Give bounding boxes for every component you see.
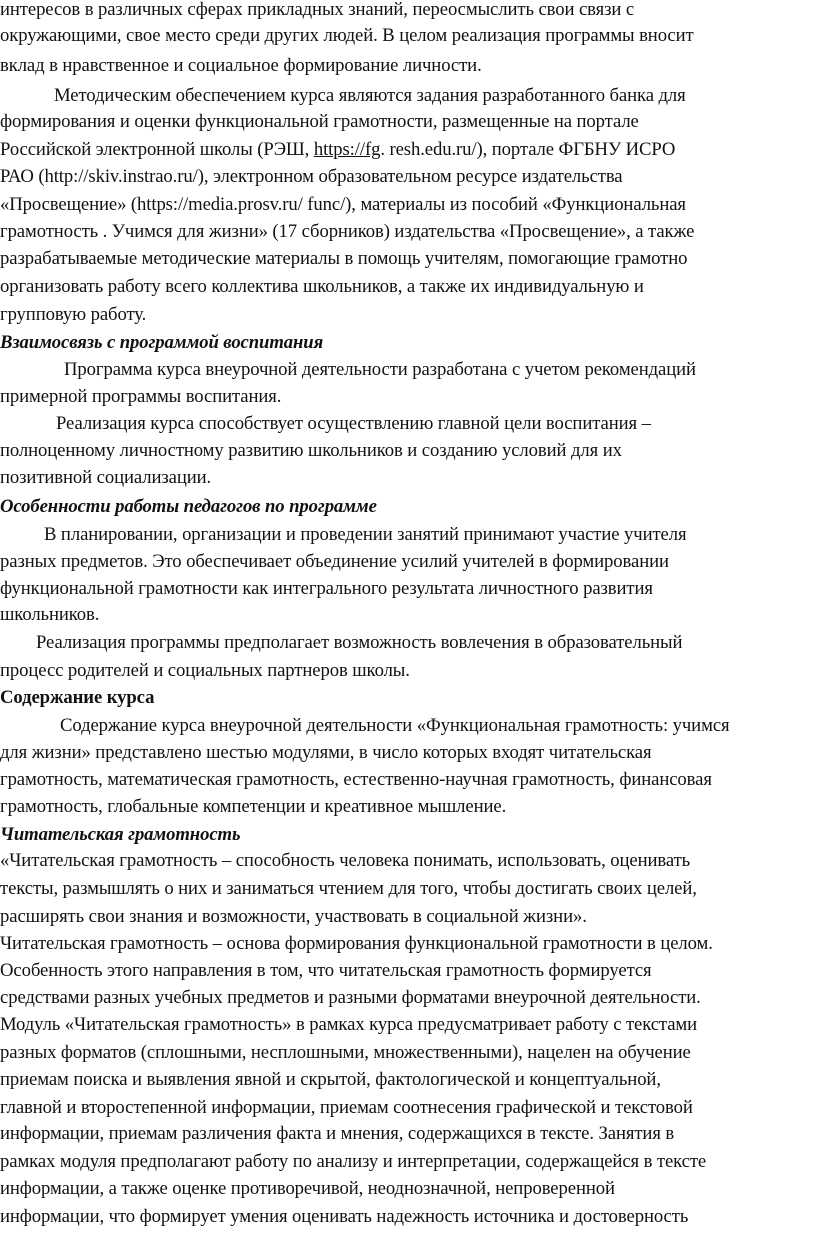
text-line: формирования и оценки функциональной грамотности, размещенные на портале bbox=[0, 111, 639, 132]
section-heading: Читательская грамотность bbox=[0, 824, 241, 845]
text-line: РАО (http://skiv.instrao.ru/), электронном образовательном ресурсе издательства bbox=[0, 166, 623, 187]
text-line: Модуль «Читательская грамотность» в рамках курса предусматривает работу с текстами bbox=[0, 1014, 698, 1035]
text-line: расширять свои знания и возможности, участвовать в социальной жизни». bbox=[0, 906, 587, 927]
text-line: разрабатываемые методические материалы в помощь учителям, помогающие грамотно bbox=[0, 248, 688, 269]
text-line: грамотность . Учимся для жизни» (17 сборников) издательства «Просвещение», а также bbox=[0, 221, 695, 242]
section-heading: Особенности работы педагогов по программе bbox=[0, 496, 377, 517]
text-line: «Читательская грамотность – способность человека понимать, использовать, оценивать bbox=[0, 850, 691, 871]
text-line: разных предметов. Это обеспечивает объединение усилий учителей в формировании bbox=[0, 551, 669, 572]
text-segment: Российской электронной школы (РЭШ, bbox=[0, 139, 314, 160]
text-line: позитивной социализации. bbox=[0, 467, 212, 488]
text-line: Реализация курса способствует осуществлению главной цели воспитания – bbox=[56, 413, 651, 434]
text-line: грамотность, глобальные компетенции и креативное мышление. bbox=[0, 796, 507, 817]
text-line: процесс родителей и социальных партнеров школы. bbox=[0, 660, 410, 681]
text-line: примерной программы воспитания. bbox=[0, 386, 282, 407]
text-line: рамках модуля предполагают работу по анализу и интерпретации, содержащейся в тексте bbox=[0, 1151, 707, 1172]
text-line: школьников. bbox=[0, 604, 100, 625]
text-line: информации, а также оценке противоречивой, неоднозначной, непроверенной bbox=[0, 1178, 615, 1199]
text-line: Методическим обеспечением курса являются задания разработанного банка для bbox=[54, 85, 686, 106]
text-line: В планировании, организации и проведении занятий принимают участие учителя bbox=[44, 524, 687, 545]
text-line: средствами разных учебных предметов и разными форматами внеурочной деятельности. bbox=[0, 987, 701, 1008]
text-line: приемам поиска и выявления явной и скрытой, фактологической и концептуальной, bbox=[0, 1069, 661, 1090]
section-heading: Взаимосвязь с программой воспитания bbox=[0, 332, 324, 353]
text-line: разных форматов (сплошными, несплошными, множественными), нацелен на обучение bbox=[0, 1042, 691, 1063]
section-heading: Содержание курса bbox=[0, 687, 155, 708]
text-line: организовать работу всего коллектива школьников, а также их индивидуальную и bbox=[0, 276, 644, 297]
text-line: Особенность этого направления в том, что читательская грамотность формируется bbox=[0, 960, 652, 981]
text-line: тексты, размышлять о них и заниматься чтением для того, чтобы достигать своих целей, bbox=[0, 878, 697, 899]
text-line: Содержание курса внеурочной деятельности «Функциональная грамотность: учимся bbox=[60, 715, 730, 736]
text-line: интересов в различных сферах прикладных знаний, переосмыслить свои связи с bbox=[0, 0, 635, 20]
text-line: функциональной грамотности как интегрального результата личностного развития bbox=[0, 578, 653, 599]
text-segment: . resh.edu.ru/), портале ФГБНУ ИСРО bbox=[380, 139, 676, 160]
text-line: Читательская грамотность – основа формирования функциональной грамотности в целом. bbox=[0, 933, 713, 954]
text-line: Реализация программы предполагает возможность вовлечения в образовательный bbox=[36, 632, 683, 653]
text-line: информации, приемам различения факта и мнения, содержащихся в тексте. Занятия в bbox=[0, 1123, 675, 1144]
text-line: вклад в нравственное и социальное формирование личности. bbox=[0, 55, 482, 76]
text-line-with-link bbox=[0, 137, 675, 164]
text-line: полноценному личностному развитию школьников и созданию условий для их bbox=[0, 440, 622, 461]
text-line: Программа курса внеурочной деятельности разработана с учетом рекомендаций bbox=[64, 359, 696, 380]
text-line: окружающими, свое место среди других людей. В целом реализация программы вносит bbox=[0, 25, 694, 46]
text-line: грамотность, математическая грамотность, естественно-научная грамотность, финансовая bbox=[0, 769, 712, 790]
text-line: групповую работу. bbox=[0, 304, 147, 325]
text-line: информации, что формирует умения оценивать надежность источника и достоверность bbox=[0, 1206, 689, 1227]
text-line: «Просвещение» (https://media.prosv.ru/ func/), материалы из пособий «Функциональная bbox=[0, 194, 686, 215]
resh-link[interactable]: https://fg bbox=[313, 139, 381, 160]
text-line: главной и второстепенной информации, приемам соотнесения графической и текстовой bbox=[0, 1097, 693, 1118]
text-line: для жизни» представлено шестью модулями, в число которых входят читательская bbox=[0, 742, 652, 763]
